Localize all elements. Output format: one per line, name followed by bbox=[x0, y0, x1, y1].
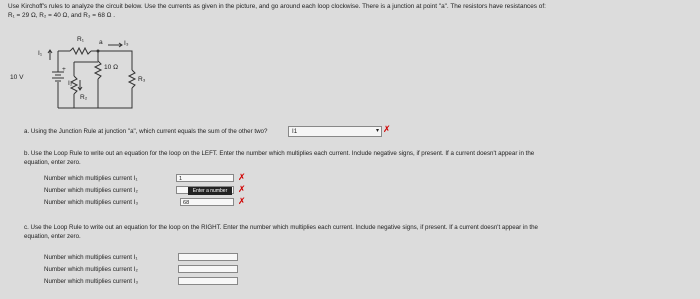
qb-input-i3[interactable]: 68 bbox=[180, 198, 234, 206]
circuit-diagram bbox=[10, 36, 180, 116]
qb-row-3-wrong-icon: ✗ bbox=[238, 197, 246, 207]
input-tooltip: Enter a number bbox=[188, 187, 232, 195]
question-c-text bbox=[24, 223, 538, 241]
qb-row-1-wrong-icon: ✗ bbox=[238, 173, 246, 183]
question-c-line-1: c. Use the Loop Rule to write out an equation for the loop on the RIGHT. Enter the number which multiplies each current. Include negative signs, if present. If a current doesn't appear in the bbox=[24, 224, 539, 231]
qc-row-2-label: Number which multiplies current I₂ bbox=[44, 266, 138, 273]
question-a-selected-value: I1 bbox=[292, 128, 298, 135]
label-10-ohm: 10 Ω bbox=[104, 64, 119, 71]
question-a-text: a. Using the Junction Rule at junction "a", which current equals the sum of the other two? bbox=[24, 128, 268, 135]
label-plus: + bbox=[62, 66, 66, 73]
question-b-line-2: equation, enter zero. bbox=[24, 159, 81, 166]
question-a-select[interactable] bbox=[288, 126, 382, 137]
problem-intro bbox=[8, 2, 546, 20]
label-i3: I₃ bbox=[124, 40, 129, 47]
qb-row-3-label: Number which multiplies current I₃ bbox=[44, 199, 138, 206]
question-b-line-1: b. Use the Loop Rule to write out an equation for the loop on the LEFT. Enter the number which multiplies each current. Include negative signs, if present. If a current doesn't appear in the bbox=[24, 150, 535, 157]
question-b-text bbox=[24, 149, 534, 167]
qc-row-1-label: Number which multiplies current I₁ bbox=[44, 254, 138, 261]
intro-line-1: Use Kirchoff's rules to analyze the circuit below. Use the currents as given in the picture, and go around each loop clockwise. There is a junction at point "a". The resistors have resistances of: bbox=[8, 3, 546, 10]
label-r2: R₂ bbox=[80, 94, 88, 101]
label-battery: 10 V bbox=[10, 74, 24, 81]
question-a-wrong-icon: ✗ bbox=[383, 125, 391, 135]
label-junction-a: a bbox=[99, 39, 103, 46]
label-r1: R₁ bbox=[77, 36, 84, 43]
question-c-line-2: equation, enter zero. bbox=[24, 233, 81, 240]
qb-row-2-wrong-icon: ✗ bbox=[238, 185, 246, 195]
label-r3: R₃ bbox=[138, 76, 146, 83]
label-i1: I₁ bbox=[38, 50, 43, 57]
qc-input-i3[interactable] bbox=[178, 277, 238, 285]
label-i2: I₂ bbox=[68, 80, 73, 87]
chevron-down-icon: ▾ bbox=[375, 128, 379, 134]
qc-input-i1[interactable] bbox=[178, 253, 238, 261]
qb-row-2-label: Number which multiplies current I₂ bbox=[44, 187, 138, 194]
circuit-svg bbox=[10, 36, 180, 111]
qb-row-1-label: Number which multiplies current I₁ bbox=[44, 175, 138, 182]
qc-input-i2[interactable] bbox=[178, 265, 238, 273]
qb-input-i1[interactable]: 1 bbox=[176, 174, 234, 182]
qc-row-3-label: Number which multiplies current I₃ bbox=[44, 278, 138, 285]
intro-line-2: R₁ = 29 Ω, R₂ = 40 Ω, and R₃ = 68 Ω . bbox=[8, 12, 116, 19]
